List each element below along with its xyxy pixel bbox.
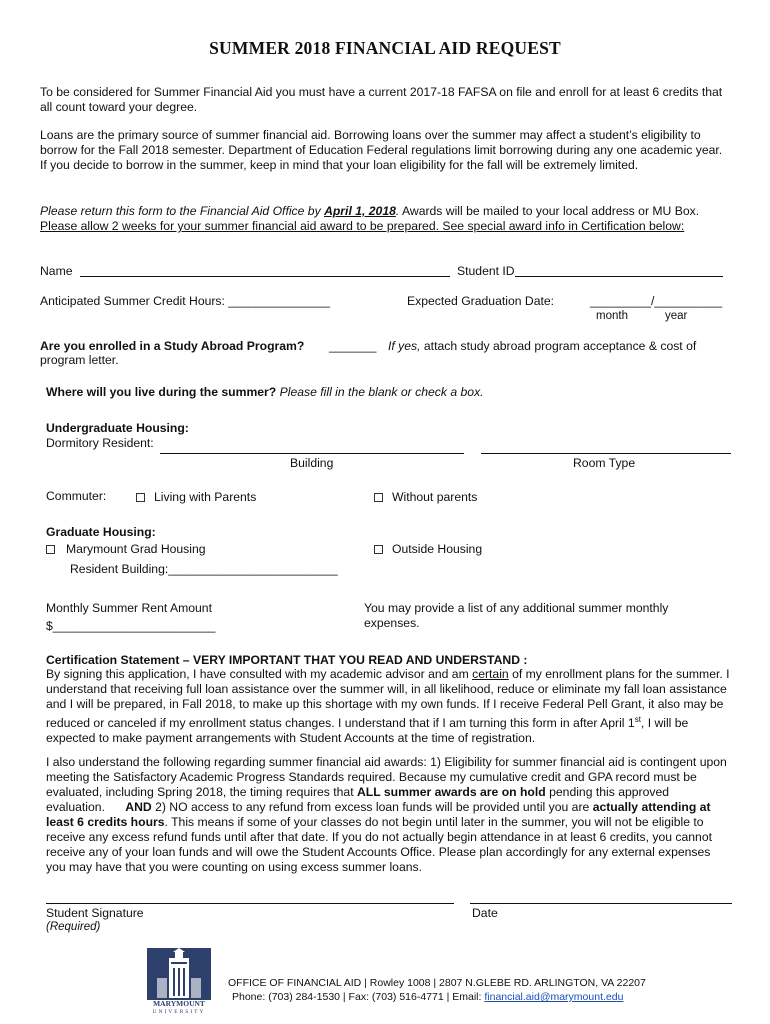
resident-building-field[interactable]: Resident Building:_________________________ [70,562,338,576]
cert-p2-text-d: . This means if some of your classes do not begin until later in the summer, you will not be eligible to receive any excess refund funds until after that date. If you do not actually begin attendance in at least 6 credits, you cannot receive any of your loan funds and will owe the Student Accounts Office. Please plan accordingly for any external expenses you may have that you were counting on using excess summer loans. [46,815,712,874]
cert-p2-text-b: pending this approved evaluation. [46,785,673,814]
return-notice-pre: Please return this form to the Financial Aid Office by [40,204,325,218]
marymount-grad-option[interactable] [46,542,206,557]
cert-p1-text-c: , I will be expected to make payment arrangements with Student Accounts at the time of registration. [46,716,689,746]
return-notice [40,204,730,219]
without-parents-option[interactable] [374,490,477,505]
student-id-field[interactable] [515,276,723,277]
study-abroad-field[interactable]: _______ [329,339,377,353]
month-label: month [596,310,628,322]
room-type-label: Room Type [573,456,636,470]
outside-housing-option[interactable] [374,542,482,557]
without-parents-label: Without parents [392,490,478,504]
logo-wordmark: MARYMOUNT [153,999,205,1008]
signature-required-note: (Required) [46,921,101,933]
study-abroad-question: Are you enrolled in a Study Abroad Program? [40,339,305,353]
living-with-parents-checkbox[interactable] [136,493,145,502]
living-with-parents-label: Living with Parents [154,490,257,504]
living-with-parents-option[interactable] [136,490,256,505]
study-abroad-instructions-text: attach study abroad program acceptance & cost of [420,339,697,353]
return-notice-post: . [395,204,400,218]
footer-address: OFFICE OF FINANCIAL AID | Rowley 1008 | 2807 N.GLEBE RD. ARLINGTON, VA 22207 [228,977,646,989]
name-field[interactable] [80,276,450,277]
award-timing-note: Please allow 2 weeks for your summer financial aid award to be prepared. See special award info in Certification below: [40,219,685,233]
logo-subtitle: UNIVERSITY [152,1009,206,1015]
footer-contact [232,990,623,1004]
undergrad-housing-heading: Undergraduate Housing: [46,421,189,435]
footer-phone-fax: Phone: (703) 284-1530 | Fax: (703) 516-4771 | Email: [232,991,485,1003]
date-field[interactable] [470,903,732,904]
building-label: Building [290,456,334,470]
study-abroad-instructions-cont: program letter. [40,353,119,367]
cert-p2-and: AND [125,800,152,814]
name-label: Name [40,264,73,278]
commuter-label: Commuter: [46,489,107,503]
signature-field[interactable] [46,903,454,904]
dorm-resident-label: Dormitory Resident: [46,436,154,450]
student-id-label: Student ID [457,264,515,278]
intro-loans: Loans are the primary source of summer financial aid. Borrowing loans over the summer may affect a student’s eligibility to borrow for the Fall 2018 semester. Department of Education Federal regulations limit borrowing during any one academic year. If you decide to borrow in the summer, keep in mind that your loan eligibility for the fall will be extremely limited. [40,128,723,172]
graduate-housing-heading: Graduate Housing: [46,525,156,539]
footer-email-link[interactable]: financial.aid@marymount.edu [484,991,624,1003]
signature-label: Student Signature [46,906,144,920]
grad-date-label: Expected Graduation Date: [407,294,555,308]
rent-field[interactable]: $________________________ [46,619,216,633]
cert-p1-text-b: of my enrollment plans for the summer. I understand that receiving full loan assistance over the summer will, in all likelihood, reduce or eliminate my fall loan assistance and I will be prepared, in Fall 2018, to make up this shortage with my own funds. If I receive Federal Pell Grant, it also may be reduced or canceled if my enrollment status changes. I understand that if I am turning this form in after April 1 [46,667,730,731]
summer-housing-prompt [46,385,484,400]
certification-heading: Certification Statement – VERY IMPORTANT THAT YOU READ AND UNDERSTAND : [46,653,528,667]
credit-hours-field[interactable]: Anticipated Summer Credit Hours: _______________ [40,294,330,308]
cert-p2-text-a: I also understand the following regarding summer financial aid awards: 1) Eligibility for summer financial aid is contingent upon meeting the Satisfactory Academic Progress Standards required. Because my cumulative credit and GPA record must be evaluated, including Spring 2018, the timing requires that [46,755,727,799]
grad-date-field[interactable]: _________/__________ [590,294,723,308]
room-type-field[interactable] [481,453,731,454]
marymount-grad-label: Marymount Grad Housing [66,542,206,556]
rent-label: Monthly Summer Rent Amount [46,601,212,615]
cert-p1-certain: certain [472,667,509,681]
summer-housing-hint: Please fill in the blank or check a box. [279,385,484,399]
certification-paragraph-1 [46,667,730,746]
cert-p2-awards-on-hold: ALL summer awards are on hold [356,785,546,799]
awards-mailing-note: Awards will be mailed to your local address or MU Box. [399,204,700,218]
building-field[interactable] [160,453,464,454]
if-yes-label: If yes, [388,339,421,353]
date-label: Date [472,906,498,920]
marymount-grad-checkbox[interactable] [46,545,55,554]
without-parents-checkbox[interactable] [374,493,383,502]
marymount-university-logo [147,948,211,1018]
rent-expenses-note: You may provide a list of any additional summer monthly expenses. [364,601,669,630]
cert-p2-text-c: 2) NO access to any refund from excess loan funds will be provided until you are [151,800,593,814]
page-title: SUMMER 2018 FINANCIAL AID REQUEST [209,38,561,58]
cert-p1-text-a: By signing this application, I have consulted with my academic advisor and am [46,667,473,681]
study-abroad-instructions [388,339,696,354]
summer-housing-question: Where will you live during the summer? [46,385,277,399]
year-label: year [665,310,688,322]
cert-p1-superscript: st [634,715,641,724]
intro-eligibility: To be considered for Summer Financial Aid you must have a current 2017-18 FAFSA on file and enroll for at least 6 credits that all count toward your degree. [40,85,723,114]
outside-housing-checkbox[interactable] [374,545,383,554]
cert-p2-attendance: actually attending at least 6 credits hours [46,800,711,829]
certification-paragraph-2 [46,755,730,875]
return-deadline: April 1, 2018 [324,204,396,218]
outside-housing-label: Outside Housing [392,542,483,556]
